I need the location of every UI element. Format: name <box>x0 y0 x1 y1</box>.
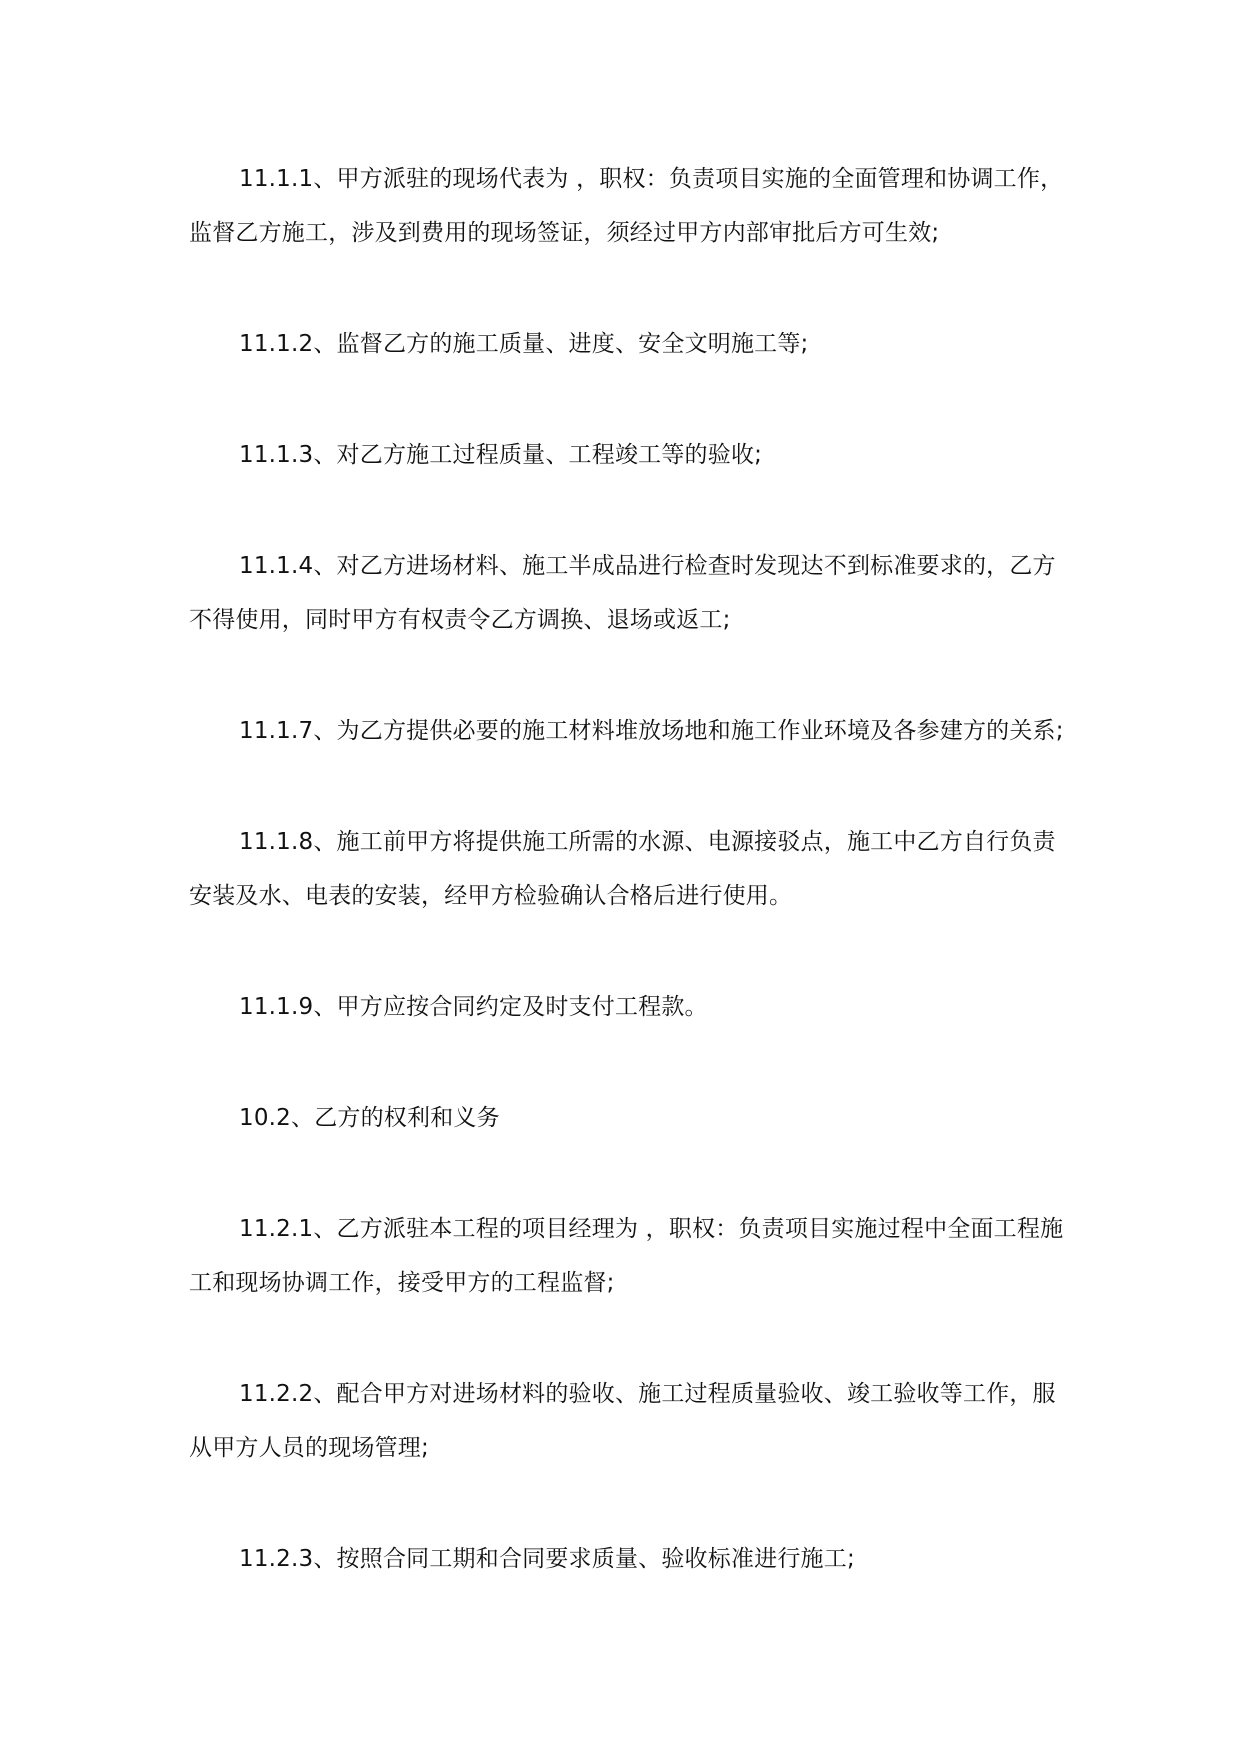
clause-11-2-2: 11.2.2、配合甲方对进场材料的验收、施工过程质量验收、竣工验收等工作，服从甲方人员的现场管理; <box>189 1381 1056 1461</box>
clause-11-1-9: 11.1.9、甲方应按合同约定及时支付工程款。 <box>239 994 708 1020</box>
clause-11-1-3: 11.1.3、对乙方施工过程质量、工程竣工等的验收; <box>239 442 763 468</box>
clause-11-2-1: 11.2.1、乙方派驻本工程的项目经理为 ，职权：负责项目实施过程中全面工程施工和现场协调工作，接受甲方的工程监督; <box>189 1216 1064 1296</box>
clause-11-1-4: 11.1.4、对乙方进场材料、施工半成品进行检查时发现达不到标准要求的，乙方不得使用，同时甲方有权责令乙方调换、退场或返工; <box>189 553 1056 633</box>
clause-11-1-2: 11.1.2、监督乙方的施工质量、进度、安全文明施工等; <box>239 331 809 357</box>
clause-11-2-3: 11.2.3、按照合同工期和合同要求质量、验收标准进行施工; <box>239 1546 855 1572</box>
clause-11-1-7: 11.1.7、为乙方提供必要的施工材料堆放场地和施工作业环境及各参建方的关系; <box>239 718 1064 744</box>
section-heading-10-2: 10.2、乙方的权利和义务 <box>239 1105 500 1131</box>
clause-11-1-8: 11.1.8、施工前甲方将提供施工所需的水源、电源接驳点，施工中乙方自行负责安装及水、电表的安装，经甲方检验确认合格后进行使用。 <box>189 829 1056 909</box>
document-body <box>189 152 1065 1586</box>
clause-11-1-1: 11.1.1、甲方派驻的现场代表为 ，职权：负责项目实施的全面管理和协调工作，监督乙方施工，涉及到费用的现场签证，须经过甲方内部审批后方可生效; <box>189 166 1064 246</box>
